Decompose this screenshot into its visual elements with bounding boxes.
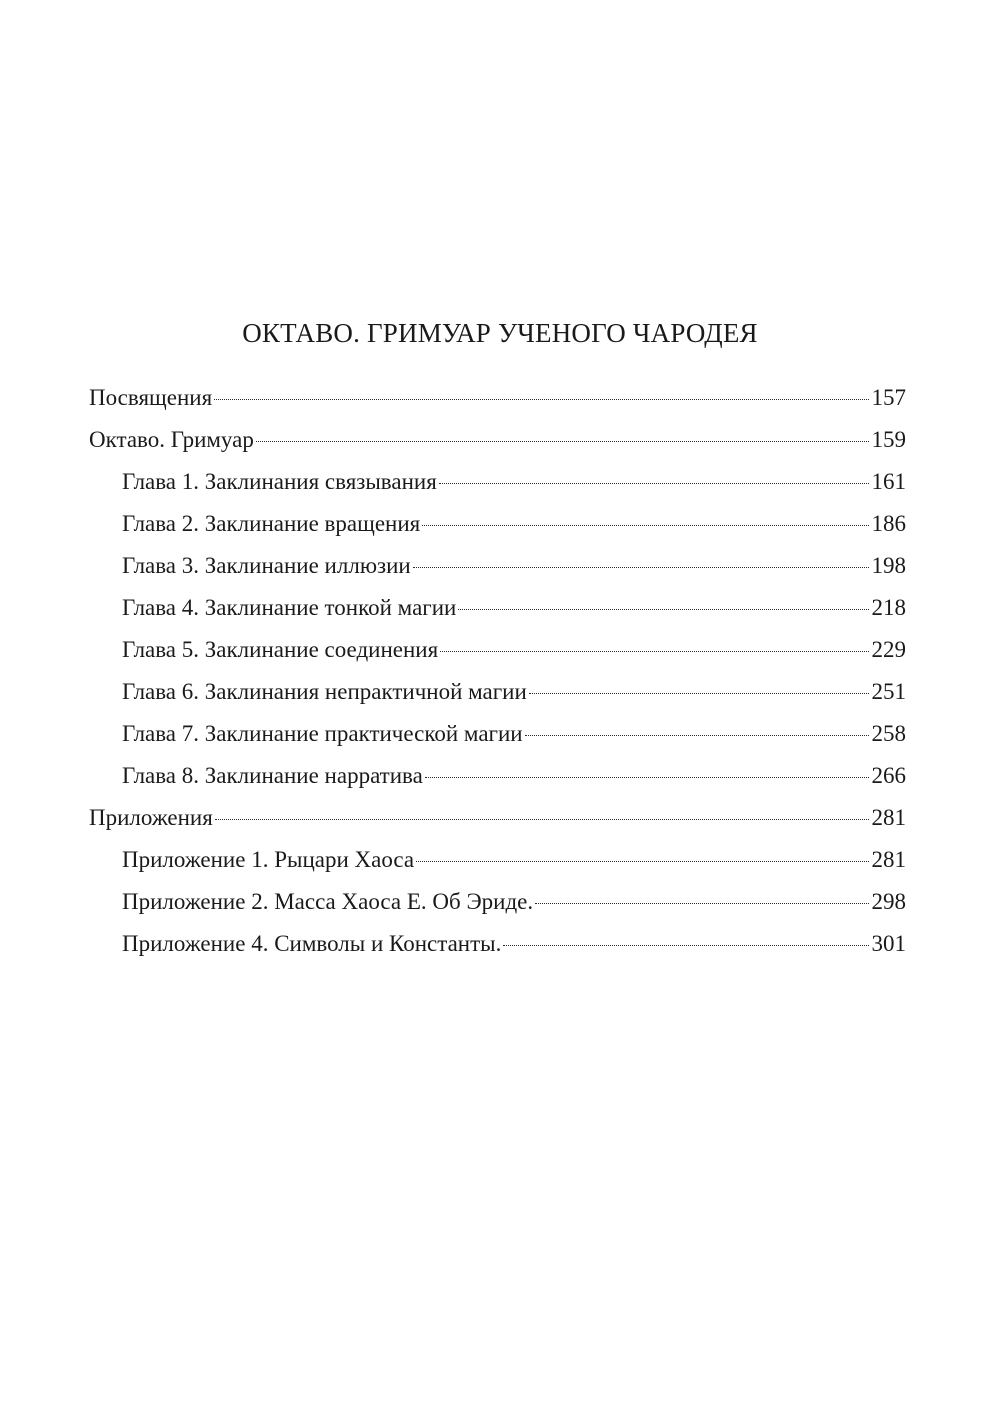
toc-entry-chapter-3 [89, 545, 906, 587]
dot-leader [422, 525, 868, 526]
toc-entry-octavo [89, 419, 906, 461]
toc-entry-page-number: 298 [871, 889, 906, 914]
toc-entry-label: Глава 6. Заклинания непрактичной магии [122, 679, 527, 704]
toc-entry-appendices [89, 797, 906, 839]
dot-leader [440, 651, 868, 652]
toc-entry-page-number: 186 [871, 511, 906, 536]
page-title: ОКТАВО. ГРИМУАР УЧЕНОГО ЧАРОДЕЯ [242, 318, 758, 348]
toc-entry-chapter-6 [89, 671, 906, 713]
toc-entry-page-number: 266 [871, 763, 906, 788]
toc-entry-label: Глава 5. Заклинание соединения [122, 637, 439, 662]
toc-entry-label: Глава 4. Заклинание тонкой магии [122, 595, 457, 620]
toc-entry-page-number: 198 [871, 553, 906, 578]
toc-entry-chapter-4 [89, 587, 906, 629]
toc-entry-page-number: 229 [871, 637, 906, 662]
toc-entry-label: Глава 1. Заклинания связывания [122, 469, 437, 494]
toc-entry-label: Глава 2. Заклинание вращения [122, 511, 421, 536]
toc-entry-page-number: 218 [871, 595, 906, 620]
dot-leader [425, 777, 869, 778]
toc-entry-chapter-1 [89, 461, 906, 503]
dot-leader [529, 693, 869, 694]
toc-entry-page-number: 157 [871, 385, 906, 410]
toc-entry-label: Глава 7. Заклинание практической магии [122, 721, 523, 746]
toc-entry-label: Приложение 1. Рыцари Хаоса [122, 847, 415, 872]
toc-entry-appendix-2 [89, 881, 906, 923]
toc-entry-label: Приложения [89, 805, 213, 830]
toc-entry-page-number: 251 [871, 679, 906, 704]
toc-entry-dedications [89, 377, 906, 419]
dot-leader [525, 735, 869, 736]
toc-entry-page-number: 161 [871, 469, 906, 494]
toc-entry-chapter-5 [89, 629, 906, 671]
toc-entry-label: Приложение 2. Масса Хаоса Е. Об Эриде. [122, 889, 534, 914]
toc-entry-chapter-2 [89, 503, 906, 545]
toc-entry-appendix-4 [89, 923, 906, 965]
table-of-contents [89, 377, 906, 965]
toc-entry-appendix-1 [89, 839, 906, 881]
toc-entry-chapter-8 [89, 755, 906, 797]
dot-leader [256, 441, 869, 442]
toc-entry-page-number: 281 [871, 805, 906, 830]
toc-entry-label: Глава 8. Заклинание нарратива [122, 763, 423, 788]
toc-entry-label: Посвящения [89, 385, 213, 410]
toc-entry-page-number: 159 [871, 427, 906, 452]
dot-leader [215, 819, 869, 820]
toc-entry-label: Глава 3. Заклинание иллюзии [122, 553, 411, 578]
toc-entry-label: Приложение 4. Символы и Константы. [122, 931, 502, 956]
dot-leader [535, 903, 868, 904]
dot-leader [413, 567, 869, 568]
dot-leader [503, 945, 868, 946]
dot-leader [458, 609, 868, 610]
toc-entry-page-number: 258 [871, 721, 906, 746]
toc-entry-page-number: 301 [871, 931, 906, 956]
dot-leader [439, 483, 869, 484]
dot-leader [416, 861, 868, 862]
dot-leader [214, 399, 868, 400]
toc-entry-chapter-7 [89, 713, 906, 755]
toc-entry-page-number: 281 [871, 847, 906, 872]
toc-entry-label: Октаво. Гримуар [89, 427, 254, 452]
